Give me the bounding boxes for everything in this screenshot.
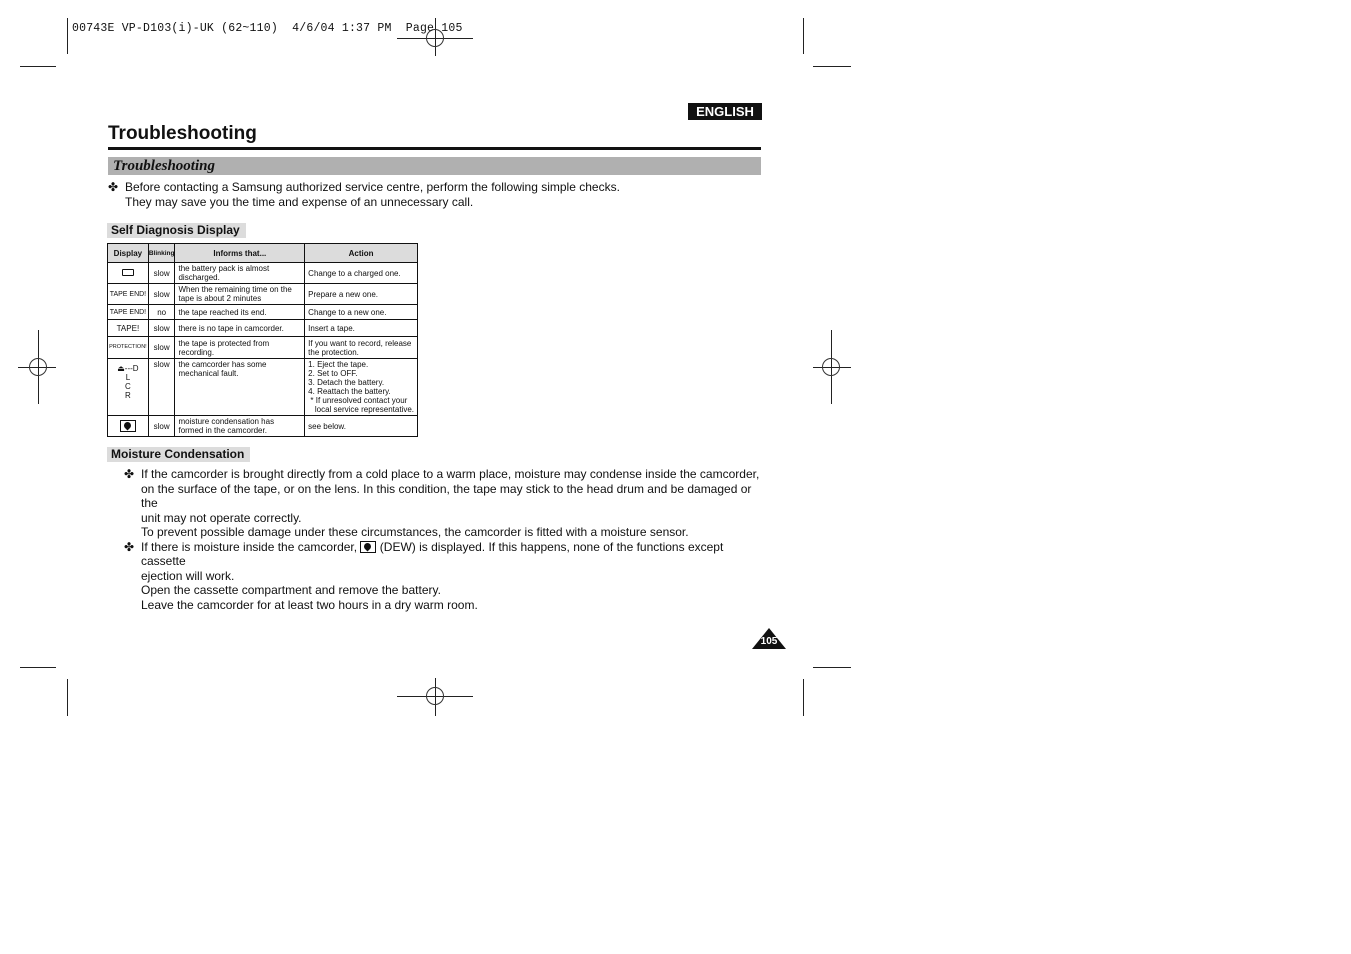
bullet-icon: ✤ [124, 467, 135, 481]
blinking-cell: slow [148, 416, 175, 437]
display-cell [108, 359, 149, 416]
bullet-icon: ✤ [124, 539, 135, 554]
action-line: 3. Detach the battery. [308, 378, 385, 387]
crop-mark [67, 679, 68, 716]
informs-cell: When the remaining time on the tape is about 2 minutes [175, 284, 305, 305]
crop-mark [803, 679, 804, 716]
intro-line: Before contacting a Samsung authorized service centre, perform the following simple checks. [125, 180, 620, 194]
action-line: 2. Set to OFF. [308, 369, 358, 378]
moisture-line: To prevent possible damage under these circumstances, the camcorder is fitted with a moisture sensor. [141, 525, 689, 539]
blinking-cell: slow [148, 284, 175, 305]
moisture-line: If the camcorder is brought directly from a cold place to a warm place, moisture may condense inside the camcorder, [141, 467, 760, 481]
blinking-cell: slow [148, 263, 175, 284]
crop-mark [67, 18, 68, 54]
self-diagnosis-table [107, 243, 418, 437]
self-diagnosis-heading: Self Diagnosis Display [107, 223, 246, 238]
action-line: 4. Reattach the battery. [308, 387, 391, 396]
action-cell: see below. [305, 416, 418, 437]
table-row [108, 320, 418, 337]
display-cell: TAPE END! [108, 305, 149, 320]
moisture-line: unit may not operate correctly. [141, 510, 302, 525]
display-line: C [125, 382, 131, 391]
display-cell: TAPE! [108, 320, 149, 337]
bullet-icon: ✤ [108, 180, 119, 194]
table-row [108, 359, 418, 416]
intro-line: They may save you the time and expense of an unnecessary call. [125, 195, 474, 209]
moisture-line: If there is moisture inside the camcorder, [141, 539, 358, 554]
registration-mark [822, 358, 840, 376]
action-cell: If you want to record, release the protection. [305, 337, 418, 359]
moisture-paragraph [124, 540, 764, 613]
action-line: local service representative. [308, 405, 414, 414]
table-row [108, 284, 418, 305]
action-cell: Insert a tape. [305, 320, 418, 337]
informs-cell: the tape reached its end. [175, 305, 305, 320]
moisture-heading: Moisture Condensation [107, 447, 250, 462]
table-header-row [108, 244, 418, 263]
blinking-cell: slow [148, 359, 175, 416]
informs-cell: there is no tape in camcorder. [175, 320, 305, 337]
moisture-line: ejection will work. [141, 568, 235, 583]
moisture-line: (DEW) is displayed. If this happens, none of the functions except cassette [141, 539, 724, 568]
display-cell [108, 263, 149, 284]
display-line: R [125, 391, 131, 400]
table-row [108, 305, 418, 320]
crop-mark [813, 667, 851, 668]
action-cell: Change to a charged one. [305, 263, 418, 284]
column-header: Action [305, 244, 418, 263]
crop-mark [20, 66, 56, 67]
intro-text [108, 180, 620, 210]
registration-mark [426, 687, 444, 705]
section-title: Troubleshooting [113, 158, 215, 174]
crop-mark [813, 66, 851, 67]
informs-cell: the tape is protected from recording. [175, 337, 305, 359]
column-header: Display [108, 244, 149, 263]
moisture-line: Open the cassette compartment and remove the battery. [141, 583, 441, 597]
informs-cell: the battery pack is almost discharged. [175, 263, 305, 284]
page-title: Troubleshooting [108, 123, 257, 144]
display-cell [108, 416, 149, 437]
action-line: 1. Eject the tape. [308, 360, 369, 369]
title-rule [108, 147, 761, 150]
display-line: ⏏---D [117, 364, 139, 373]
informs-cell: moisture condensation has formed in the camcorder. [175, 416, 305, 437]
registration-mark [29, 358, 47, 376]
informs-cell: the camcorder has some mechanical fault. [175, 359, 305, 416]
column-header: Informs that... [175, 244, 305, 263]
table-row [108, 337, 418, 359]
dew-icon [360, 541, 376, 553]
table-row [108, 263, 418, 284]
table-row [108, 416, 418, 437]
moisture-text [124, 467, 764, 612]
page-number: 105 [760, 636, 778, 647]
action-cell: Change to a new one. [305, 305, 418, 320]
battery-icon [122, 269, 134, 276]
moisture-line: Leave the camcorder for at least two hours in a dry warm room. [141, 597, 478, 612]
display-line: L [125, 373, 131, 382]
print-slug-line: 00743E VP-D103(i)-UK (62~110) 4/6/04 1:37 PM Page 105 [72, 22, 463, 35]
dew-icon [120, 420, 136, 432]
action-cell: Prepare a new one. [305, 284, 418, 305]
moisture-line: on the surface of the tape, or on the lens. In this condition, the tape may stick to the head drum and be damaged or the [141, 481, 752, 510]
display-cell: PROTECTION! [108, 337, 149, 359]
moisture-paragraph [124, 467, 764, 540]
language-badge: ENGLISH [688, 103, 762, 120]
display-cell: TAPE END! [108, 284, 149, 305]
action-line: * If unresolved contact your [308, 396, 408, 405]
blinking-cell: slow [148, 337, 175, 359]
blinking-cell: no [148, 305, 175, 320]
blinking-cell: slow [148, 320, 175, 337]
column-header: Blinking [148, 244, 175, 263]
crop-mark [803, 18, 804, 54]
action-cell [305, 359, 418, 416]
crop-mark [20, 667, 56, 668]
